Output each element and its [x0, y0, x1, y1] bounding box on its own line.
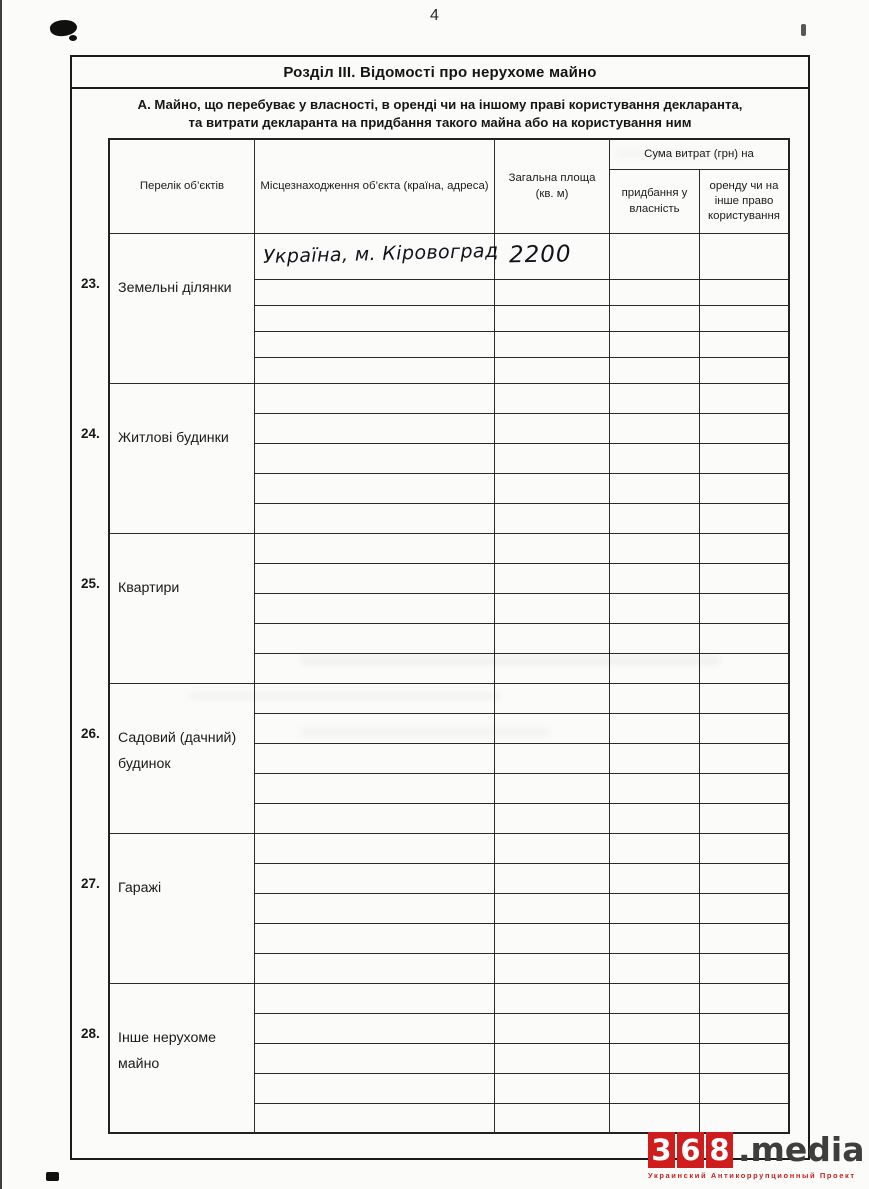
area-cell — [495, 594, 610, 624]
rent-cell — [700, 414, 790, 444]
purchase-cell — [610, 744, 700, 774]
location-cell — [255, 414, 495, 444]
location-cell — [255, 504, 495, 534]
rent-cell — [700, 804, 790, 834]
subtitle-line-1: А. Майно, що перебуває у власності, в оренді чи на іншому праві користування декларанта, — [137, 97, 743, 112]
rent-cell — [700, 624, 790, 654]
object-category: Квартири — [108, 534, 255, 684]
page-number: 4 — [430, 7, 439, 24]
section-title: Розділ III. Відомості про нерухоме майно — [72, 57, 808, 89]
ink-blot-artifact — [69, 35, 77, 41]
area-cell — [495, 1074, 610, 1104]
purchase-cell — [610, 714, 700, 744]
table-row-group-24 — [72, 384, 812, 534]
real-estate-table — [72, 138, 812, 1134]
location-cell — [255, 1014, 495, 1044]
location-cell — [255, 834, 495, 864]
watermark-suffix: .media — [738, 1130, 865, 1169]
purchase-cell — [610, 804, 700, 834]
purchase-cell — [610, 1074, 700, 1104]
rent-cell — [700, 384, 790, 414]
rent-cell — [700, 504, 790, 534]
location-cell — [255, 894, 495, 924]
rent-cell — [700, 864, 790, 894]
purchase-cell — [610, 234, 700, 280]
table-row-group-26 — [72, 684, 812, 834]
header-gutter — [72, 138, 108, 234]
table-row-group-23 — [72, 234, 812, 384]
area-cell — [495, 894, 610, 924]
purchase-cell — [610, 684, 700, 714]
area-cell — [495, 1014, 610, 1044]
purchase-cell — [610, 564, 700, 594]
header-costs: Сума витрат (грн) на — [610, 138, 790, 170]
location-cell — [255, 306, 495, 332]
area-cell — [495, 444, 610, 474]
purchase-cell — [610, 894, 700, 924]
rent-cell — [700, 924, 790, 954]
purchase-cell — [610, 984, 700, 1014]
rent-cell — [700, 444, 790, 474]
subtitle-line-2: та витрати декларанта на придбання такого майна або на користування ним — [188, 115, 692, 131]
table-row-group-28 — [72, 984, 812, 1134]
location-cell — [255, 594, 495, 624]
area-cell — [495, 564, 610, 594]
rent-cell — [700, 564, 790, 594]
handwritten-location: Україна, м. Кіровоград — [262, 239, 499, 268]
location-cell — [255, 564, 495, 594]
rent-cell — [700, 834, 790, 864]
section-subtitle — [72, 89, 808, 138]
area-cell — [495, 834, 610, 864]
location-cell — [255, 534, 495, 564]
area-cell — [495, 984, 610, 1014]
object-category: Інше нерухоме майно — [108, 984, 255, 1134]
location-cell — [255, 384, 495, 414]
purchase-cell — [610, 654, 700, 684]
object-category: Гаражі — [108, 834, 255, 984]
rent-cell — [700, 594, 790, 624]
purchase-cell — [610, 280, 700, 306]
location-cell — [255, 1044, 495, 1074]
location-cell — [255, 714, 495, 744]
area-cell — [495, 280, 610, 306]
purchase-cell — [610, 384, 700, 414]
area-cell — [495, 474, 610, 504]
area-cell — [495, 774, 610, 804]
area-cell — [495, 924, 610, 954]
rent-cell — [700, 1044, 790, 1074]
area-cell — [495, 804, 610, 834]
purchase-cell — [610, 924, 700, 954]
purchase-cell — [610, 504, 700, 534]
header-area-line2: (кв. м) — [535, 187, 569, 200]
row-number: 27. — [81, 876, 100, 892]
location-cell — [255, 444, 495, 474]
row-number: 23. — [81, 276, 100, 292]
purchase-cell — [610, 624, 700, 654]
area-cell — [495, 714, 610, 744]
area-cell — [495, 684, 610, 714]
watermark-digit: 8 — [706, 1132, 733, 1168]
rent-cell — [700, 1014, 790, 1044]
rent-cell — [700, 684, 790, 714]
area-cell — [495, 864, 610, 894]
location-cell — [255, 358, 495, 384]
rent-cell — [700, 774, 790, 804]
area-cell — [495, 332, 610, 358]
rent-cell — [700, 894, 790, 924]
rent-cell — [700, 280, 790, 306]
purchase-cell — [610, 954, 700, 984]
rent-cell — [700, 984, 790, 1014]
area-cell — [495, 744, 610, 774]
table-row-group-27 — [72, 834, 812, 984]
rent-cell — [700, 474, 790, 504]
table-header — [72, 138, 812, 234]
area-cell — [495, 234, 610, 280]
location-cell — [255, 984, 495, 1014]
area-cell — [495, 504, 610, 534]
scan-mark-artifact — [46, 1172, 59, 1181]
rent-cell — [700, 654, 790, 684]
location-cell — [255, 864, 495, 894]
location-cell — [255, 1074, 495, 1104]
watermark-digit: 3 — [648, 1132, 675, 1168]
purchase-cell — [610, 1014, 700, 1044]
rent-cell — [700, 306, 790, 332]
purchase-cell — [610, 332, 700, 358]
location-cell — [255, 280, 495, 306]
area-cell — [495, 954, 610, 984]
object-category: Садовий (дачний) будинок — [108, 684, 255, 834]
object-category: Житлові будинки — [108, 384, 255, 534]
purchase-cell — [610, 864, 700, 894]
location-cell — [255, 332, 495, 358]
rent-cell — [700, 234, 790, 280]
rent-cell — [700, 744, 790, 774]
watermark-tagline: Украинский Антикоррупционный Проект — [648, 1171, 856, 1180]
area-cell — [495, 384, 610, 414]
header-area-line1: Загальна площа — [508, 172, 596, 185]
header-rent: оренду чи на інше право користування — [700, 170, 790, 234]
header-total-area — [495, 138, 610, 234]
purchase-cell — [610, 594, 700, 624]
location-cell — [255, 924, 495, 954]
table-row-group-25 — [72, 534, 812, 684]
area-cell — [495, 358, 610, 384]
rent-cell — [700, 358, 790, 384]
purchase-cell — [610, 534, 700, 564]
location-cell — [255, 774, 495, 804]
location-cell — [255, 654, 495, 684]
rent-cell — [700, 332, 790, 358]
rent-cell — [700, 534, 790, 564]
area-cell — [495, 414, 610, 444]
area-cell — [495, 654, 610, 684]
header-objects: Перелік об’єктів — [108, 138, 255, 234]
location-cell — [255, 624, 495, 654]
location-cell — [255, 744, 495, 774]
purchase-cell — [610, 414, 700, 444]
purchase-cell — [610, 774, 700, 804]
area-cell — [495, 1104, 610, 1134]
row-number: 26. — [81, 726, 100, 742]
location-cell — [255, 954, 495, 984]
watermark-logo — [648, 1130, 865, 1169]
row-number: 25. — [81, 576, 100, 592]
purchase-cell — [610, 834, 700, 864]
area-cell — [495, 306, 610, 332]
rent-cell — [700, 714, 790, 744]
purchase-cell — [610, 358, 700, 384]
purchase-cell — [610, 306, 700, 332]
purchase-cell — [610, 474, 700, 504]
row-number: 28. — [81, 1026, 100, 1042]
scan-edge-artifact — [0, 0, 2, 1189]
object-category: Земельні ділянки — [108, 234, 255, 384]
location-cell — [255, 234, 499, 280]
purchase-cell — [610, 444, 700, 474]
handwritten-area: 2200 — [508, 240, 572, 269]
watermark-digit: 6 — [677, 1132, 704, 1168]
header-purchase: придбання у власність — [610, 170, 700, 234]
scan-mark-artifact — [801, 24, 806, 36]
header-location: Місцезнаходження об’єкта (країна, адреса) — [255, 138, 495, 234]
watermark-368media — [648, 1130, 865, 1180]
area-cell — [495, 624, 610, 654]
form-frame — [70, 55, 810, 1160]
area-cell — [495, 534, 610, 564]
location-cell — [255, 804, 495, 834]
location-cell — [255, 684, 495, 714]
location-cell — [255, 474, 495, 504]
rent-cell — [700, 1074, 790, 1104]
row-number: 24. — [81, 426, 100, 442]
location-cell — [255, 1104, 495, 1134]
rent-cell — [700, 954, 790, 984]
purchase-cell — [610, 1044, 700, 1074]
area-cell — [495, 1044, 610, 1074]
